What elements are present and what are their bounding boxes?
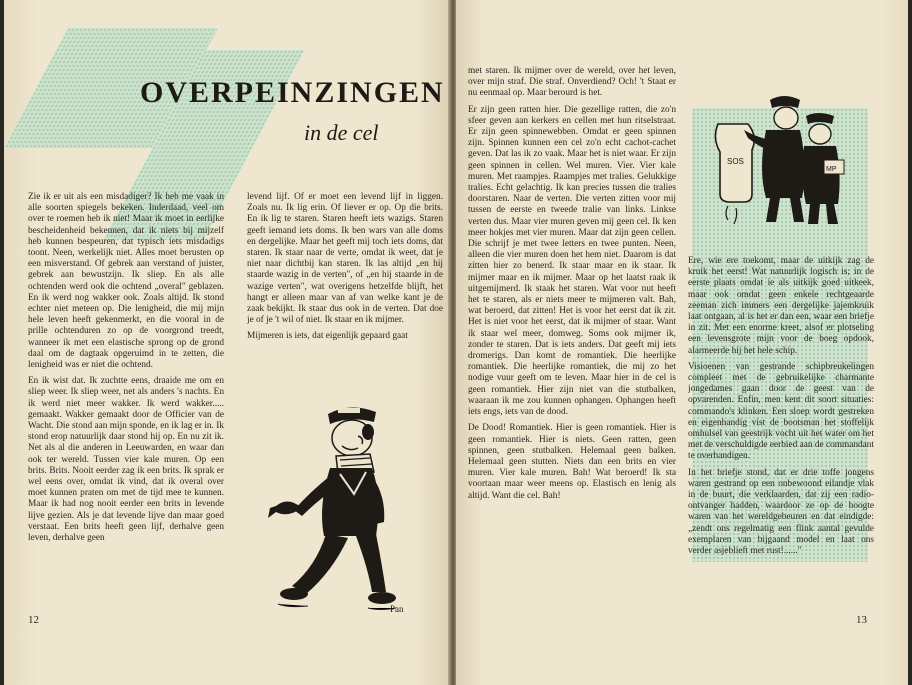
paragraph: Ere, wie ere toekomt, maar de uitkijk zag de kruik het eerst! Wat natuurlijk logisch is; in de eerste plaats omdat ie als uitkijk goed uitkeek, maar ook omdat geen enkele rechtgeaarde zeeman zich immers een dergelijke jajemkruik laat ontgaan, al is het er dan een, waar een briefje in zit. Met een enorme kreet, alsof er plotseling een levensgrote mijn voor de boeg opdook, alarmeerde hij het hele schip. — [688, 256, 874, 356]
right-column-2 — [688, 256, 874, 606]
paragraph: Visioenen van gestrande schipbreukelingen compleet met de gebruikelijke charmante jongedames gaan door de geest van de opvarenden. Enfin, men kent dit soort situaties: commando's klinken. Een sloep wordt gestreken en eigenhandig vist de bootsman het stoffelijk omhulsel van geestrijk vocht uit het water om het met de verschuldigde eerbied aan de commandant te overhandigen. — [688, 361, 874, 462]
officers-illustration — [710, 90, 860, 230]
svg-text:SOS: SOS — [727, 157, 744, 166]
paragraph: In het briefje stond, dat er drie toffe jongens waren gestrand op een onbewoond eilandje vlak in de buurt, die verklaarden, dat zij een radio-ontvanger hadden, waardoor ze op de hoogte waren van het wereldgebeuren en dat eindigde: „zendt ons regelmatig een flink aantal gevulde exemplaren van bijgaand model en laat ons verder asjeblieft met rust!......" — [688, 467, 874, 557]
paragraph: En ik wist dat. Ik zuchtte eens, draaide me om en sliep weer. Ik sliep weer, net als anders 's nachts. En ik werd niet meer wakker. Ik werd wakker..... gemaakt. Wakker gemaakt door de Officier van de Wacht. Die stond aan mijn sponde, en ik lag er in. Ik stond erop natuurlijk daar stond hij op. En nu zit ik. Net als al die anderen in Leeuwarden, en waar dan ook ter wereld. Tussen vier kale muren. Op een brits. Brits. Nooit eerder zag ik een brits. Ik sprak er wel eens over, omdat ik vind, dat ik overal over moet kunnen praten om met de tijd mee te kunnen. Maar ik had nog nooit eerder een brits in levende lijve gezien. Als je dat levende lijve dan maar goed verstaat. Een brits heeft geen lijf, derhalve geen leven, derhalve geen — [28, 376, 224, 544]
article-title: OVERPEINZINGEN — [140, 76, 445, 109]
paragraph: Mijmeren is iets, dat eigenlijk gepaard gaat — [247, 331, 408, 342]
sailor-illustration — [258, 396, 418, 618]
paragraph: Zie ik er uit als een misdadiger? Ik heb me vaak in alle soorten spiegels bekeken. Inderdaad, veel om over te roemen heb ik niet! Maar ik moet in eerlijke bescheidenheid bekennen, dat ik niets bij mijzelf heb kunnen bespeuren, dat typisch iets misdadigs toont. Neen, werkelijk niet. Alles moet berusten op een misverstand. Of gebrek aan verstand of juister, gebrek aan bewustzijn. Ik sliep. En als alle ochtenden werd ook die ochtend „overal" geblazen. En ik werd nog wakker ook. Zoals altijd. Ik stond echter niet meteen op. Die lenigheid, die mij mijn hele leven heeft gekenmerkt, en die vooral in de prille ochtenduren zo op de voorgrond treedt, wanneer ik met een elastische sprong op de grond daal om de dagtaak opgeruimd in te zetten, die lenigheid was er niet die ochtend. — [28, 192, 224, 371]
page-number: 13 — [856, 614, 867, 626]
right-column-1 — [468, 66, 676, 606]
left-page — [4, 0, 450, 685]
left-column-2 — [247, 192, 443, 372]
illustrator-signature: Pan — [390, 604, 404, 614]
left-column-1 — [28, 192, 224, 622]
svg-text:MP: MP — [826, 166, 837, 173]
paragraph: levend lijf. Of er moet een levend lijf in liggen. Zoals nu. Ik lig erin. Of liever er op. Op die brits. En ik lig te staren. Staren heeft iets wazigs. Staren geeft iemand iets doms. Ik ben wars van alle doms en dergelijke. Maar het geeft mij toch iets doms, dat staren. Ik staar naar de verte, omdat ik weet, dat je niet naar dichtbij kan staren. Ik las altijd „en hij staarde wazig in de verten", of „en hij staarde in de wazige verten", wat overigens hetzelfde blijft, het hangt er alleen maar van af van welke kant je de zaak bekijkt. Ik staar dus ook in de verten. Dat doe je of je 't wil of niet. Ik staar en ik mijmer. — [247, 192, 443, 326]
paragraph: De Dood! Romantiek. Hier is geen romantiek. Hier is geen romantiek. Hier is niets. Geen ratten, geen spinnen, geen stutbalken. Helemaal geen balken. Helemaal geen stutten. Niets dan een brits en vier muren. Vier kale muren. Bah! Wat beroerd! Ik sta voortaan maar weer meens op. Elastisch en lenig als altijd. Want die cel. Bah! — [468, 423, 676, 501]
article-subtitle: in de cel — [304, 120, 379, 145]
right-page — [456, 0, 908, 685]
paragraph: Er zijn geen ratten hier. Die gezellige ratten, die zo'n sfeer geven aan kerkers en cellen met hun ritselstraat. Er zijn geen spinnewebben. Omdat er geen spinnen zijn. Spinnen kunnen een cel zo'n echt cachot-cachet geven. Dat las ik zo vaak. Maar het is niet waar. Er zijn geen spinnen in cellen. Wel muren. Vier. Vier kale muren. Met raampjes. Raampjes met tralies. Gelukkige tralies. Echt gelachtig. Ik kan precies tussen die tralies doorstaren. Naar de verten. Die verten zitten voor mij tussen de eerste en tweede tralie van links. Linkse verten dus. Maar vier muren geven mij geen cel. Ik ken meer hokjes met vier muren. Maar dat zijn geen cellen. Die schrijf je met twee letters en twee punten. Neen, alleen die vier muren doen het hem niet. Daarom is dat zitten hier zo benerd. Ik staar maar en ik staar. Ik mijmer maar en ik mijmer. Maar op het laatst raak ik uitgemijmerd. Ik staak het staren. Wat voor nut heeft het te staren, als er niets meer te mijmeren valt. Bah, wat beroerd, dat zitten! Het is voor het eerst dat ik zit. Het is niet voor het eerst, dat ik mijmer of staar. Want ik staar wel meer, domweg. Soms ook mijmer ik, zonder te staren. Dat is iets anders. Dat geeft mij iets dromerigs. Dan komt de romantiek. Die heerlijke romantiek. Die heerlijke romantiek, die mij zo het nodige vuur geeft om te leven. Maar hier in de cel is geen romantiek. Hier zijn niet van die stutbalken, waaraan ik me zou kunnen ophangen. Ophangen heeft iets engs, iets van de dood. — [468, 104, 676, 418]
page-number: 12 — [28, 614, 39, 626]
paragraph: met staren. Ik mijmer over de wereld, over het leven, over mijn straf. Die straf. Onverdiend? Och! 't Staat er nu eenmaal op. Maar berourd is het. — [468, 66, 676, 99]
